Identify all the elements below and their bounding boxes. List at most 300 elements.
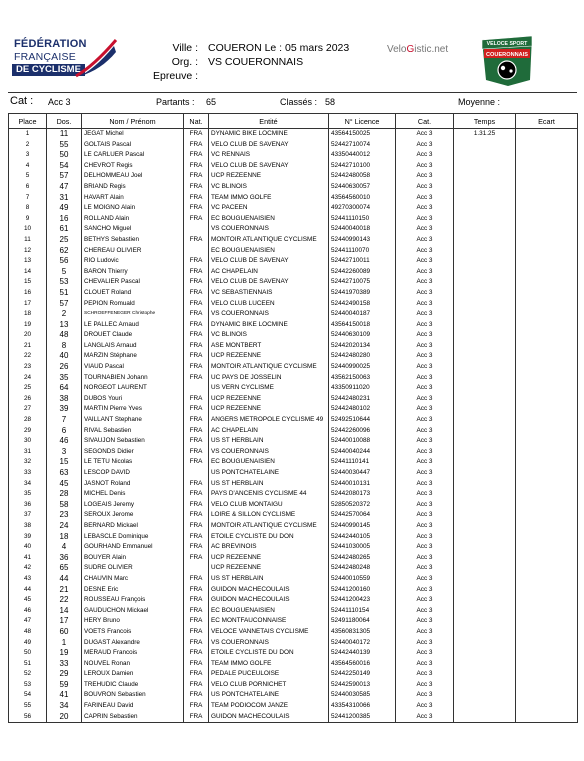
name-cell: JASNOT Roland — [82, 479, 184, 490]
name-cell: SEGONDS Didier — [82, 447, 184, 458]
cat-cell: Acc 3 — [396, 468, 454, 479]
gap-cell — [516, 479, 578, 490]
nat-cell: FRA — [184, 436, 209, 447]
dossard-cell: 46 — [47, 436, 82, 447]
org-value: VS COUERONNAIS — [208, 56, 304, 68]
time-cell — [454, 256, 516, 267]
nat-cell: FRA — [184, 373, 209, 384]
nat-cell: FRA — [184, 712, 209, 723]
licence-cell: 52441200160 — [329, 585, 396, 596]
nat-cell: FRA — [184, 574, 209, 585]
licence-cell: 52442710074 — [329, 140, 396, 151]
time-cell — [454, 690, 516, 701]
table-row — [9, 690, 578, 701]
ville-value: COUERON Le : 05 mars 2023 — [208, 42, 350, 54]
ffc-swoosh-icon — [74, 38, 118, 78]
name-cell: LE PALLEC Arnaud — [82, 320, 184, 331]
cat-cell: Acc 3 — [396, 256, 454, 267]
dossard-cell: 4 — [47, 542, 82, 553]
licence-cell: 52442080173 — [329, 489, 396, 500]
dossard-cell: 8 — [47, 341, 82, 352]
col-name: Nom / Prénom — [82, 114, 184, 129]
gap-cell — [516, 404, 578, 415]
time-cell — [454, 373, 516, 384]
place-cell: 45 — [9, 595, 47, 606]
time-cell — [454, 203, 516, 214]
name-cell: PEPION Romuald — [82, 299, 184, 310]
place-cell: 12 — [9, 246, 47, 257]
place-cell: 28 — [9, 415, 47, 426]
name-cell: BRIAND Regis — [82, 182, 184, 193]
table-row — [9, 489, 578, 500]
place-cell: 21 — [9, 341, 47, 352]
dossard-cell: 53 — [47, 277, 82, 288]
entity-cell: ASE MONTBERT — [209, 341, 329, 352]
table-row — [9, 648, 578, 659]
nat-cell: FRA — [184, 627, 209, 638]
time-cell — [454, 171, 516, 182]
licence-cell: 52442480280 — [329, 351, 396, 362]
gap-cell — [516, 415, 578, 426]
cat-cell: Acc 3 — [396, 171, 454, 182]
licence-cell: 52440010559 — [329, 574, 396, 585]
entity-cell: US PONTCHATELAINE — [209, 468, 329, 479]
gap-cell — [516, 701, 578, 712]
name-cell: CHAUVIN Marc — [82, 574, 184, 585]
gap-cell — [516, 129, 578, 140]
dossard-cell: 33 — [47, 659, 82, 670]
ville-label: Ville : — [172, 42, 198, 54]
col-place: Place — [9, 114, 47, 129]
licence-cell: 52850520372 — [329, 500, 396, 511]
table-row — [9, 267, 578, 278]
licence-cell: 52440030585 — [329, 690, 396, 701]
nat-cell: FRA — [184, 267, 209, 278]
entity-cell: GUIDON MACHECOULAIS — [209, 712, 329, 723]
dossard-cell: 11 — [47, 129, 82, 140]
gap-cell — [516, 256, 578, 267]
licence-cell: 52440990025 — [329, 362, 396, 373]
cat-cell: Acc 3 — [396, 426, 454, 437]
table-row — [9, 129, 578, 140]
place-cell: 51 — [9, 659, 47, 670]
entity-cell: UCP REZEENNE — [209, 351, 329, 362]
dossard-cell: 6 — [47, 426, 82, 437]
entity-cell: LOIRE & SILLON CYCLISME — [209, 510, 329, 521]
cat-cell: Acc 3 — [396, 457, 454, 468]
nat-cell: FRA — [184, 521, 209, 532]
ffc-logo-line3: DE CYCLISME — [12, 64, 85, 76]
entity-cell: TEAM IMMO GOLFE — [209, 193, 329, 204]
cat-cell: Acc 3 — [396, 659, 454, 670]
table-row — [9, 415, 578, 426]
time-cell — [454, 277, 516, 288]
entity-cell: DYNAMIC BIKE LOCMINE — [209, 320, 329, 331]
cat-cell: Acc 3 — [396, 224, 454, 235]
col-entity: Entité — [209, 114, 329, 129]
brand-part-2: G — [406, 44, 415, 55]
place-cell: 17 — [9, 299, 47, 310]
col-time: Temps — [454, 114, 516, 129]
table-row — [9, 161, 578, 172]
gap-cell — [516, 203, 578, 214]
time-cell — [454, 235, 516, 246]
nat-cell — [184, 468, 209, 479]
entity-cell: VELO CLUB DE SAVENAY — [209, 140, 329, 151]
gap-cell — [516, 330, 578, 341]
gap-cell — [516, 680, 578, 691]
place-cell: 5 — [9, 171, 47, 182]
table-row — [9, 616, 578, 627]
place-cell: 32 — [9, 457, 47, 468]
nat-cell: FRA — [184, 320, 209, 331]
gap-cell — [516, 246, 578, 257]
entity-cell: US ST HERBLAIN — [209, 574, 329, 585]
nat-cell: FRA — [184, 659, 209, 670]
gap-cell — [516, 563, 578, 574]
cat-cell: Acc 3 — [396, 606, 454, 617]
nat-cell: FRA — [184, 171, 209, 182]
place-cell: 24 — [9, 373, 47, 384]
table-row — [9, 235, 578, 246]
nat-cell: FRA — [184, 500, 209, 511]
name-cell: NORGEOT LAURENT — [82, 383, 184, 394]
place-cell: 1 — [9, 129, 47, 140]
licence-cell: 43350911020 — [329, 383, 396, 394]
entity-cell: UCP REZEENNE — [209, 553, 329, 564]
nat-cell: FRA — [184, 193, 209, 204]
time-cell — [454, 140, 516, 151]
cat-cell: Acc 3 — [396, 669, 454, 680]
entity-cell: UCP REZEENNE — [209, 404, 329, 415]
entity-cell: PEDALE PUCEULOISE — [209, 669, 329, 680]
nat-cell: FRA — [184, 616, 209, 627]
licence-cell: 52440010131 — [329, 479, 396, 490]
name-cell: BETHYS Sebastien — [82, 235, 184, 246]
dossard-cell: 64 — [47, 383, 82, 394]
entity-cell: VS COUERONNAIS — [209, 447, 329, 458]
dossard-cell: 7 — [47, 415, 82, 426]
place-cell: 22 — [9, 351, 47, 362]
name-cell: VOETS Francois — [82, 627, 184, 638]
place-cell: 7 — [9, 193, 47, 204]
time-cell — [454, 182, 516, 193]
licence-cell: 52442480231 — [329, 394, 396, 405]
time-cell — [454, 415, 516, 426]
name-cell: GAUDUCHON Mickael — [82, 606, 184, 617]
licence-cell: 52441110141 — [329, 457, 396, 468]
velogistic-brand — [387, 44, 448, 55]
place-cell: 31 — [9, 447, 47, 458]
cat-cell: Acc 3 — [396, 574, 454, 585]
cat-cell: Acc 3 — [396, 309, 454, 320]
table-row — [9, 256, 578, 267]
entity-cell: EC MONTFAUCONNAISE — [209, 616, 329, 627]
cat-cell: Acc 3 — [396, 563, 454, 574]
results-header — [0, 0, 584, 92]
licence-cell: 52441030005 — [329, 542, 396, 553]
entity-cell: VC BLINOIS — [209, 182, 329, 193]
entity-cell: VELO CLUB PORNICHET — [209, 680, 329, 691]
licence-cell: 49270300074 — [329, 203, 396, 214]
dossard-cell: 48 — [47, 330, 82, 341]
name-cell: GOURHAND Emmanuel — [82, 542, 184, 553]
name-cell: DROUET Claude — [82, 330, 184, 341]
time-cell — [454, 383, 516, 394]
entity-cell: US ST HERBLAIN — [209, 436, 329, 447]
gap-cell — [516, 648, 578, 659]
time-cell — [454, 712, 516, 723]
place-cell: 13 — [9, 256, 47, 267]
dossard-cell: 56 — [47, 256, 82, 267]
time-cell — [454, 510, 516, 521]
nat-cell: FRA — [184, 532, 209, 543]
licence-cell: 52442440139 — [329, 648, 396, 659]
cat-cell: Acc 3 — [396, 479, 454, 490]
licence-cell: 52442020134 — [329, 341, 396, 352]
time-cell — [454, 193, 516, 204]
gap-cell — [516, 299, 578, 310]
name-cell: BOUVRON Sebastien — [82, 690, 184, 701]
place-cell: 37 — [9, 510, 47, 521]
licence-cell: 52442260096 — [329, 426, 396, 437]
dossard-cell: 3 — [47, 447, 82, 458]
nat-cell: FRA — [184, 351, 209, 362]
gap-cell — [516, 383, 578, 394]
licence-cell: 43564560016 — [329, 659, 396, 670]
cat-cell: Acc 3 — [396, 595, 454, 606]
nat-cell: FRA — [184, 150, 209, 161]
nat-cell: FRA — [184, 669, 209, 680]
name-cell: MARZIN Stéphane — [82, 351, 184, 362]
time-cell — [454, 489, 516, 500]
name-cell: HERY Bruno — [82, 616, 184, 627]
cat-cell: Acc 3 — [396, 680, 454, 691]
licence-cell: 43560831305 — [329, 627, 396, 638]
table-row — [9, 510, 578, 521]
table-row — [9, 320, 578, 331]
nat-cell — [184, 246, 209, 257]
table-row — [9, 277, 578, 288]
name-cell: SEROUX Jerome — [82, 510, 184, 521]
nat-cell: FRA — [184, 553, 209, 564]
gap-cell — [516, 224, 578, 235]
time-cell — [454, 468, 516, 479]
table-row — [9, 553, 578, 564]
time-cell — [454, 320, 516, 331]
table-row — [9, 150, 578, 161]
licence-cell: 52440630109 — [329, 330, 396, 341]
nat-cell: FRA — [184, 129, 209, 140]
nat-cell: FRA — [184, 595, 209, 606]
cat-cell: Acc 3 — [396, 542, 454, 553]
cat-cell: Acc 3 — [396, 182, 454, 193]
licence-cell: 52441970389 — [329, 288, 396, 299]
table-row — [9, 595, 578, 606]
place-cell: 49 — [9, 638, 47, 649]
cat-cell: Acc 3 — [396, 394, 454, 405]
place-cell: 46 — [9, 606, 47, 617]
table-row — [9, 447, 578, 458]
gap-cell — [516, 373, 578, 384]
dossard-cell: 41 — [47, 690, 82, 701]
dossard-cell: 22 — [47, 595, 82, 606]
table-row — [9, 330, 578, 341]
nat-cell: FRA — [184, 309, 209, 320]
nat-cell: FRA — [184, 288, 209, 299]
time-cell — [454, 299, 516, 310]
time-cell — [454, 563, 516, 574]
table-row — [9, 309, 578, 320]
name-cell: SIVAUJON Sebastien — [82, 436, 184, 447]
entity-cell: VS COUERONNAIS — [209, 309, 329, 320]
time-cell — [454, 638, 516, 649]
nat-cell: FRA — [184, 404, 209, 415]
dossard-cell: 13 — [47, 320, 82, 331]
nat-cell: FRA — [184, 510, 209, 521]
name-cell: LANGLAIS Arnaud — [82, 341, 184, 352]
entity-cell: US VERN CYCLISME — [209, 383, 329, 394]
place-cell: 4 — [9, 161, 47, 172]
cat-cell: Acc 3 — [396, 712, 454, 723]
name-cell: SANCHO Miguel — [82, 224, 184, 235]
gap-cell — [516, 288, 578, 299]
time-cell — [454, 595, 516, 606]
entity-cell: VELOCE VANNETAIS CYCLISME — [209, 627, 329, 638]
nat-cell: FRA — [184, 299, 209, 310]
name-cell: LESCOP DAVID — [82, 468, 184, 479]
name-cell: MICHEL Denis — [82, 489, 184, 500]
licence-cell: 52442570064 — [329, 510, 396, 521]
brand-part-3: istic.net — [414, 44, 449, 55]
place-cell: 19 — [9, 320, 47, 331]
dossard-cell: 62 — [47, 246, 82, 257]
place-cell: 15 — [9, 277, 47, 288]
nat-cell: FRA — [184, 447, 209, 458]
place-cell: 25 — [9, 383, 47, 394]
name-cell: ROLLAND Alain — [82, 214, 184, 225]
entity-cell: US ST HERBLAIN — [209, 479, 329, 490]
licence-cell: 52440040172 — [329, 638, 396, 649]
dossard-cell: 20 — [47, 712, 82, 723]
dossard-cell: 55 — [47, 140, 82, 151]
gap-cell — [516, 585, 578, 596]
dossard-cell: 5 — [47, 267, 82, 278]
dossard-cell: 59 — [47, 680, 82, 691]
col-nat: Nat. — [184, 114, 209, 129]
club-logo-icon — [478, 34, 536, 88]
dossard-cell: 57 — [47, 299, 82, 310]
gap-cell — [516, 362, 578, 373]
dossard-cell: 18 — [47, 532, 82, 543]
place-cell: 8 — [9, 203, 47, 214]
entity-cell: EC BOUGUENAISIEN — [209, 214, 329, 225]
licence-cell: 52441200423 — [329, 595, 396, 606]
cat-cell: Acc 3 — [396, 638, 454, 649]
time-cell — [454, 351, 516, 362]
nat-cell: FRA — [184, 341, 209, 352]
gap-cell — [516, 468, 578, 479]
name-cell: CHEVALIER Pascal — [82, 277, 184, 288]
name-cell: DELHOMMEAU Joel — [82, 171, 184, 182]
gap-cell — [516, 712, 578, 723]
gap-cell — [516, 457, 578, 468]
gap-cell — [516, 447, 578, 458]
table-row — [9, 214, 578, 225]
table-row — [9, 500, 578, 511]
cat-cell: Acc 3 — [396, 320, 454, 331]
nat-cell: FRA — [184, 214, 209, 225]
cat-cell: Acc 3 — [396, 193, 454, 204]
dossard-cell: 1 — [47, 638, 82, 649]
epreuve-label: Epreuve : — [153, 70, 198, 82]
table-row — [9, 457, 578, 468]
place-cell: 26 — [9, 394, 47, 405]
name-cell: LOGEAIS Jeremy — [82, 500, 184, 511]
place-cell: 30 — [9, 436, 47, 447]
dossard-cell: 39 — [47, 404, 82, 415]
licence-cell: 52440040187 — [329, 309, 396, 320]
time-cell — [454, 701, 516, 712]
ffc-logo — [12, 36, 108, 82]
gap-cell — [516, 553, 578, 564]
entity-cell: VELO CLUB MONTAIGU — [209, 500, 329, 511]
licence-cell: 52442440105 — [329, 532, 396, 543]
dossard-cell: 47 — [47, 182, 82, 193]
gap-cell — [516, 690, 578, 701]
table-row — [9, 574, 578, 585]
gap-cell — [516, 182, 578, 193]
nat-cell: FRA — [184, 457, 209, 468]
entity-cell: TEAM PODIOCOM JANZE — [209, 701, 329, 712]
nat-cell: FRA — [184, 330, 209, 341]
entity-cell: ETOILE CYCLISTE DU DON — [209, 532, 329, 543]
place-cell: 35 — [9, 489, 47, 500]
dossard-cell: 40 — [47, 351, 82, 362]
cat-cell: Acc 3 — [396, 150, 454, 161]
entity-cell: AC CHAPELAIN — [209, 267, 329, 278]
gap-cell — [516, 616, 578, 627]
gap-cell — [516, 638, 578, 649]
table-row — [9, 394, 578, 405]
name-cell: CHEREAU OLIVIER — [82, 246, 184, 257]
gap-cell — [516, 669, 578, 680]
cat-cell: Acc 3 — [396, 701, 454, 712]
place-cell: 53 — [9, 680, 47, 691]
nat-cell: FRA — [184, 203, 209, 214]
dossard-cell: 60 — [47, 627, 82, 638]
name-cell: LEROUX Damien — [82, 669, 184, 680]
name-cell: FARINEAU David — [82, 701, 184, 712]
gap-cell — [516, 171, 578, 182]
name-cell: CHEVROT Regis — [82, 161, 184, 172]
name-cell: GOLTAIS Pascal — [82, 140, 184, 151]
time-cell — [454, 627, 516, 638]
licence-cell: 43564560010 — [329, 193, 396, 204]
name-cell: CAPRIN Sebastien — [82, 712, 184, 723]
place-cell: 33 — [9, 468, 47, 479]
table-row — [9, 669, 578, 680]
place-cell: 6 — [9, 182, 47, 193]
cat-value: Acc 3 — [48, 97, 71, 107]
nat-cell: FRA — [184, 680, 209, 691]
results-table — [8, 113, 578, 723]
licence-cell: 52442710100 — [329, 161, 396, 172]
cat-cell: Acc 3 — [396, 436, 454, 447]
entity-cell: VC PACEEN — [209, 203, 329, 214]
place-cell: 44 — [9, 585, 47, 596]
moyenne-label: Moyenne : — [458, 97, 501, 107]
